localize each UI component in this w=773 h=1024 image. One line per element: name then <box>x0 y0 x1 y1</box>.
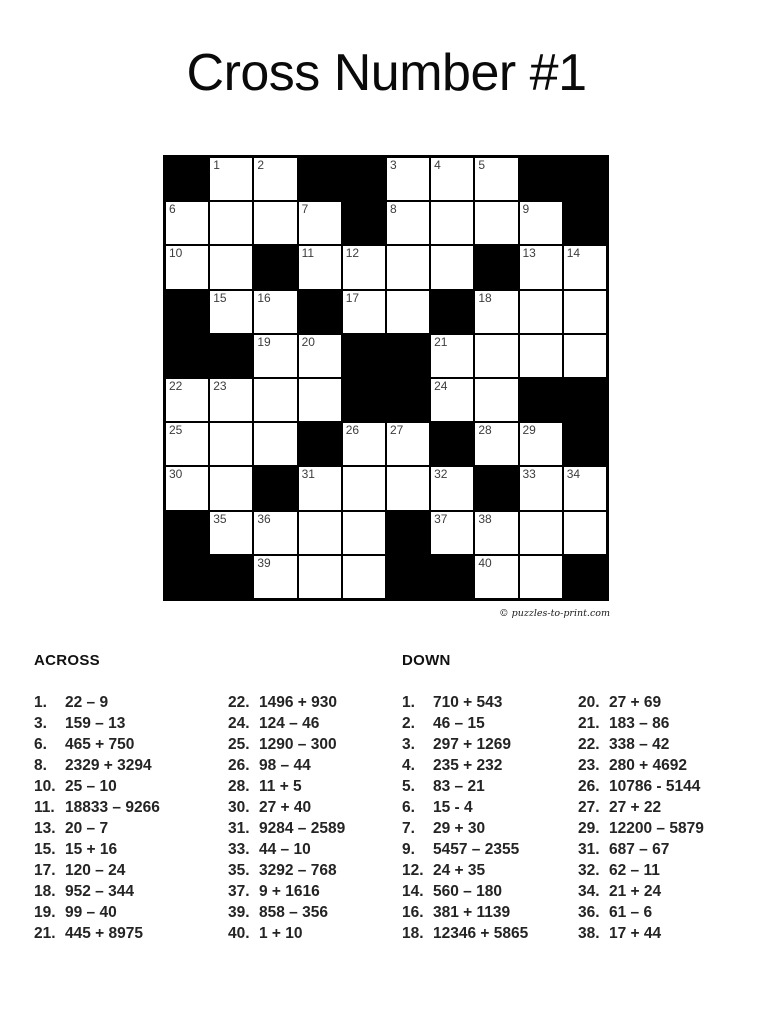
clue-expression: 12346 + 5865 <box>433 925 529 942</box>
clue-expression: 17 + 44 <box>609 925 662 942</box>
clue-item <box>34 736 160 757</box>
puzzle-title: Cross Number #1 <box>186 44 587 102</box>
clue-expression: 3292 – 768 <box>259 862 337 879</box>
clue-expression: 44 – 10 <box>259 841 311 858</box>
grid-cell[interactable] <box>520 512 562 554</box>
clue-expression: 99 – 40 <box>65 904 117 921</box>
cell-number: 36 <box>257 511 271 526</box>
grid-cell[interactable] <box>210 246 252 288</box>
grid-cell[interactable] <box>254 556 296 598</box>
grid-cell[interactable] <box>166 467 208 509</box>
grid-cell[interactable] <box>210 158 252 200</box>
clue-expression: 710 + 543 <box>433 694 503 711</box>
clue-expression: 235 + 232 <box>433 757 503 774</box>
clue-number: 32. <box>578 862 600 879</box>
clue-item <box>34 757 160 778</box>
grid-cell[interactable] <box>520 291 562 333</box>
clue-number: 24. <box>228 715 250 732</box>
clue-item <box>228 694 345 715</box>
clue-expression: 20 – 7 <box>65 820 109 837</box>
cell-number: 38 <box>478 511 492 526</box>
cell-number: 4 <box>434 158 441 172</box>
cell-number: 6 <box>169 202 176 217</box>
clue-expression: 560 – 180 <box>433 883 502 900</box>
clue-item <box>402 925 528 946</box>
clue-item <box>402 778 528 799</box>
clue-expression: 61 – 6 <box>609 904 653 921</box>
cell-number: 8 <box>389 202 397 217</box>
clue-item <box>34 862 160 883</box>
grid-cell[interactable] <box>520 246 562 288</box>
grid-cell[interactable] <box>299 467 341 509</box>
clue-expression: 465 + 750 <box>65 736 135 753</box>
grid-cell[interactable] <box>520 467 562 509</box>
grid-cell[interactable] <box>520 335 562 377</box>
black-cell <box>564 158 606 200</box>
clue-item <box>34 715 160 736</box>
grid-cell[interactable] <box>520 556 562 598</box>
clue-number: 21. <box>578 715 600 732</box>
clue-expression: 338 – 42 <box>609 736 670 753</box>
clue-expression: 687 – 67 <box>609 841 670 858</box>
clue-number: 23. <box>578 757 600 774</box>
down-clue-column-1 <box>402 694 528 946</box>
cell-number: 12 <box>345 246 360 261</box>
cell-number: 9 <box>522 202 530 217</box>
clue-item <box>228 820 345 841</box>
cell-number: 26 <box>345 423 360 438</box>
black-cell <box>475 246 517 288</box>
clue-number: 13. <box>34 820 56 837</box>
clue-expression: 62 – 11 <box>609 862 660 879</box>
cell-number: 16 <box>257 290 271 305</box>
clue-number: 39. <box>228 904 250 921</box>
puzzle-grid <box>163 155 609 601</box>
cell-number: 31 <box>301 467 315 482</box>
grid-cell[interactable] <box>299 379 341 421</box>
clue-number: 17. <box>34 862 56 879</box>
clue-number: 12. <box>402 862 424 879</box>
cell-number: 37 <box>434 511 448 526</box>
clue-expression: 858 – 356 <box>259 904 328 921</box>
clue-item <box>228 841 345 862</box>
cell-number: 18 <box>478 290 492 305</box>
clue-number: 22. <box>578 736 600 753</box>
black-cell <box>564 202 606 244</box>
clue-expression: 18833 – 9266 <box>65 799 160 816</box>
grid-cell[interactable] <box>431 335 473 377</box>
grid-cell[interactable] <box>166 423 208 465</box>
clue-number: 14. <box>402 883 424 900</box>
grid-cell[interactable] <box>210 291 252 333</box>
grid-cell[interactable] <box>343 556 385 598</box>
clue-number: 6. <box>402 799 415 816</box>
down-header: DOWN <box>402 652 451 669</box>
clue-item <box>34 904 160 925</box>
grid-cell[interactable] <box>343 423 385 465</box>
black-cell <box>343 202 385 244</box>
clue-number: 40. <box>228 925 250 942</box>
clue-expression: 5457 – 2355 <box>433 841 520 858</box>
cell-number: 40 <box>478 555 492 570</box>
grid-cell[interactable] <box>387 423 429 465</box>
black-cell <box>254 467 296 509</box>
clue-expression: 46 – 15 <box>433 715 485 732</box>
down-clue-column-2 <box>578 694 704 946</box>
grid-cell[interactable] <box>299 335 341 377</box>
black-cell <box>564 556 606 598</box>
grid-cell[interactable] <box>564 467 606 509</box>
grid-cell[interactable] <box>431 158 473 200</box>
clue-expression: 297 + 1269 <box>433 736 512 753</box>
black-cell <box>299 158 341 200</box>
grid-cell[interactable] <box>210 202 252 244</box>
clue-number: 3. <box>34 715 47 732</box>
clue-number: 21. <box>34 925 56 942</box>
grid-cell[interactable] <box>210 379 252 421</box>
black-cell <box>431 291 473 333</box>
clue-item <box>34 820 160 841</box>
clue-expression: 120 – 24 <box>65 862 126 879</box>
black-cell <box>166 291 208 333</box>
grid-cell[interactable] <box>166 202 208 244</box>
clue-item <box>578 904 704 925</box>
clue-expression: 15 + 16 <box>65 841 118 858</box>
grid-cell[interactable] <box>564 291 606 333</box>
clue-number: 25. <box>228 736 250 753</box>
black-cell <box>387 556 429 598</box>
cell-number: 15 <box>213 290 227 305</box>
grid-cell[interactable] <box>343 246 385 288</box>
clue-number: 5. <box>402 778 415 795</box>
cell-number: 13 <box>522 246 536 261</box>
grid-cell[interactable] <box>475 556 517 598</box>
grid-cell[interactable] <box>475 423 517 465</box>
clue-expression: 27 + 69 <box>609 694 662 711</box>
black-cell <box>564 379 606 421</box>
grid-cell[interactable] <box>475 335 517 377</box>
clue-item <box>228 925 345 946</box>
grid-cell[interactable] <box>254 291 296 333</box>
grid-cell[interactable] <box>210 467 252 509</box>
clue-expression: 83 – 21 <box>433 778 485 795</box>
cell-number: 1 <box>213 158 220 172</box>
clue-number: 10. <box>34 778 56 795</box>
black-cell <box>520 379 562 421</box>
clue-number: 15. <box>34 841 56 858</box>
clue-number: 7. <box>402 820 415 837</box>
black-cell <box>299 291 341 333</box>
clue-number: 19. <box>34 904 56 921</box>
clue-expression: 29 + 30 <box>433 820 486 837</box>
clue-number: 16. <box>402 904 424 921</box>
clue-expression: 9 + 1616 <box>259 883 320 900</box>
clue-item <box>578 799 704 820</box>
clue-expression: 381 + 1139 <box>433 904 511 921</box>
grid-cell[interactable] <box>343 291 385 333</box>
clue-item <box>34 694 160 715</box>
clue-item <box>228 904 345 925</box>
black-cell <box>254 246 296 288</box>
grid-cell[interactable] <box>299 512 341 554</box>
grid-cell[interactable] <box>564 512 606 554</box>
black-cell <box>387 335 429 377</box>
cell-number: 5 <box>478 158 485 172</box>
clue-number: 26. <box>228 757 250 774</box>
grid-cell[interactable] <box>431 512 473 554</box>
clue-expression: 15 - 4 <box>433 799 473 816</box>
clue-number: 26. <box>578 778 600 795</box>
clue-item <box>34 841 160 862</box>
grid-cell[interactable] <box>166 246 208 288</box>
grid-cell[interactable] <box>254 158 296 200</box>
grid-cell[interactable] <box>343 467 385 509</box>
clue-expression: 22 – 9 <box>65 694 109 711</box>
clue-item <box>228 883 345 904</box>
clue-number: 9. <box>402 841 415 858</box>
clue-item <box>402 862 528 883</box>
clue-expression: 21 + 24 <box>609 883 662 900</box>
clue-number: 6. <box>34 736 47 753</box>
clue-expression: 25 – 10 <box>65 778 117 795</box>
clue-number: 18. <box>402 925 424 942</box>
black-cell <box>431 556 473 598</box>
clue-expression: 159 – 13 <box>65 715 126 732</box>
clue-number: 33. <box>228 841 250 858</box>
black-cell <box>564 423 606 465</box>
grid-cell[interactable] <box>431 202 473 244</box>
black-cell <box>166 158 208 200</box>
clue-number: 31. <box>228 820 250 837</box>
clue-item <box>402 757 528 778</box>
clue-number: 18. <box>34 883 56 900</box>
grid-cell[interactable] <box>475 379 517 421</box>
across-clue-column-1 <box>34 694 160 946</box>
cell-number: 10 <box>169 246 183 261</box>
cell-number: 22 <box>169 378 183 393</box>
clue-item <box>578 820 704 841</box>
clue-number: 11. <box>34 799 55 816</box>
clue-item <box>578 925 704 946</box>
black-cell <box>520 158 562 200</box>
clue-item <box>402 820 528 841</box>
grid-cell[interactable] <box>387 202 429 244</box>
clue-number: 31. <box>578 841 600 858</box>
clue-item <box>228 715 345 736</box>
clue-item <box>578 841 704 862</box>
clue-number: 30. <box>228 799 250 816</box>
cell-number: 28 <box>478 423 492 438</box>
clue-item <box>34 778 160 799</box>
clue-number: 34. <box>578 883 600 900</box>
clue-expression: 12200 – 5879 <box>609 820 704 837</box>
across-clue-column-2 <box>228 694 345 946</box>
clue-item <box>228 778 345 799</box>
clue-item <box>578 757 704 778</box>
clue-number: 22. <box>228 694 250 711</box>
cell-number: 29 <box>522 423 536 438</box>
clue-number: 28. <box>228 778 250 795</box>
black-cell <box>166 335 208 377</box>
clue-item <box>402 715 528 736</box>
clue-item <box>578 883 704 904</box>
cell-number: 35 <box>213 511 227 526</box>
clue-number: 4. <box>402 757 415 774</box>
clue-expression: 1290 – 300 <box>259 736 337 753</box>
cell-number: 19 <box>257 334 271 349</box>
cell-number: 33 <box>522 467 536 482</box>
grid-cell[interactable] <box>475 158 517 200</box>
cell-number: 34 <box>566 467 581 482</box>
grid-cell[interactable] <box>343 512 385 554</box>
black-cell <box>299 423 341 465</box>
clue-item <box>402 883 528 904</box>
grid-cell[interactable] <box>299 246 341 288</box>
clue-item <box>34 883 160 904</box>
clue-number: 1. <box>402 694 415 711</box>
clue-item <box>34 799 160 820</box>
grid-cell[interactable] <box>520 202 562 244</box>
clue-number: 35. <box>228 862 250 879</box>
cell-number: 11 <box>301 246 315 261</box>
cell-number: 7 <box>301 202 309 217</box>
clue-number: 27. <box>578 799 600 816</box>
grid-cell[interactable] <box>564 246 606 288</box>
clue-item <box>402 841 528 862</box>
clue-expression: 27 + 40 <box>259 799 312 816</box>
clue-item <box>34 925 160 946</box>
clue-item <box>402 904 528 925</box>
grid-cell[interactable] <box>520 423 562 465</box>
clue-expression: 24 + 35 <box>433 862 486 879</box>
grid-cell[interactable] <box>387 467 429 509</box>
cell-number: 14 <box>566 246 581 261</box>
grid-cell[interactable] <box>431 467 473 509</box>
clue-number: 8. <box>34 757 47 774</box>
black-cell <box>475 467 517 509</box>
clue-item <box>578 715 704 736</box>
grid-cell[interactable] <box>254 335 296 377</box>
grid-cell[interactable] <box>210 512 252 554</box>
black-cell <box>387 512 429 554</box>
grid-cell[interactable] <box>387 291 429 333</box>
clue-item <box>578 694 704 715</box>
clue-expression: 10786 - 5144 <box>609 778 701 795</box>
grid-cell[interactable] <box>564 335 606 377</box>
clue-number: 38. <box>578 925 600 942</box>
cell-number: 39 <box>257 555 271 570</box>
grid-cell[interactable] <box>475 202 517 244</box>
clue-item <box>578 778 704 799</box>
clue-expression: 27 + 22 <box>609 799 662 816</box>
grid-cell[interactable] <box>166 379 208 421</box>
clue-expression: 11 + 5 <box>259 778 302 795</box>
grid-cell[interactable] <box>431 246 473 288</box>
cell-number: 21 <box>434 334 448 349</box>
black-cell <box>210 556 252 598</box>
grid-cell[interactable] <box>475 512 517 554</box>
grid-cell[interactable] <box>254 512 296 554</box>
grid-cell[interactable] <box>475 291 517 333</box>
black-cell <box>343 335 385 377</box>
clue-expression: 1 + 10 <box>259 925 303 942</box>
clue-expression: 124 – 46 <box>259 715 320 732</box>
clue-item <box>402 799 528 820</box>
clue-expression: 2329 + 3294 <box>65 757 152 774</box>
clue-item <box>228 736 345 757</box>
clue-item <box>402 694 528 715</box>
grid-cell[interactable] <box>254 423 296 465</box>
grid-cell[interactable] <box>299 556 341 598</box>
clue-expression: 9284 – 2589 <box>259 820 346 837</box>
grid-cell[interactable] <box>299 202 341 244</box>
black-cell <box>166 512 208 554</box>
clue-number: 3. <box>402 736 415 753</box>
black-cell <box>166 556 208 598</box>
black-cell <box>343 379 385 421</box>
grid-cell[interactable] <box>387 158 429 200</box>
cell-number: 17 <box>345 290 360 305</box>
clue-number: 20. <box>578 694 600 711</box>
clue-item <box>228 799 345 820</box>
grid-cell[interactable] <box>254 379 296 421</box>
cell-number: 20 <box>301 334 315 349</box>
clue-number: 1. <box>34 694 47 711</box>
across-header: ACROSS <box>34 652 100 669</box>
grid-cell[interactable] <box>210 423 252 465</box>
cell-number: 24 <box>434 378 448 393</box>
grid-cell[interactable] <box>254 202 296 244</box>
cell-number: 2 <box>257 158 265 172</box>
cell-number: 32 <box>434 467 448 482</box>
clue-expression: 98 – 44 <box>259 757 311 774</box>
clue-item <box>402 736 528 757</box>
black-cell <box>387 379 429 421</box>
black-cell <box>210 335 252 377</box>
clue-number: 29. <box>578 820 600 837</box>
black-cell <box>343 158 385 200</box>
clue-expression: 1496 + 930 <box>259 694 338 711</box>
clue-item <box>228 862 345 883</box>
clue-expression: 280 + 4692 <box>609 757 688 774</box>
clue-item <box>578 736 704 757</box>
clue-number: 37. <box>228 883 250 900</box>
clue-expression: 445 + 8975 <box>65 925 144 942</box>
cell-number: 30 <box>169 467 183 482</box>
cell-number: 23 <box>213 378 227 393</box>
clue-number: 36. <box>578 904 600 921</box>
grid-cell[interactable] <box>387 246 429 288</box>
clue-number: 2. <box>402 715 415 732</box>
clue-item <box>578 862 704 883</box>
black-cell <box>431 423 473 465</box>
cell-number: 3 <box>389 158 397 172</box>
clue-expression: 952 – 344 <box>65 883 134 900</box>
grid-cell[interactable] <box>431 379 473 421</box>
clue-item <box>228 757 345 778</box>
cell-number: 27 <box>389 423 404 438</box>
copyright-text: © puzzles-to-print.com <box>499 608 610 619</box>
cell-number: 25 <box>169 423 183 438</box>
clue-expression: 183 – 86 <box>609 715 670 732</box>
